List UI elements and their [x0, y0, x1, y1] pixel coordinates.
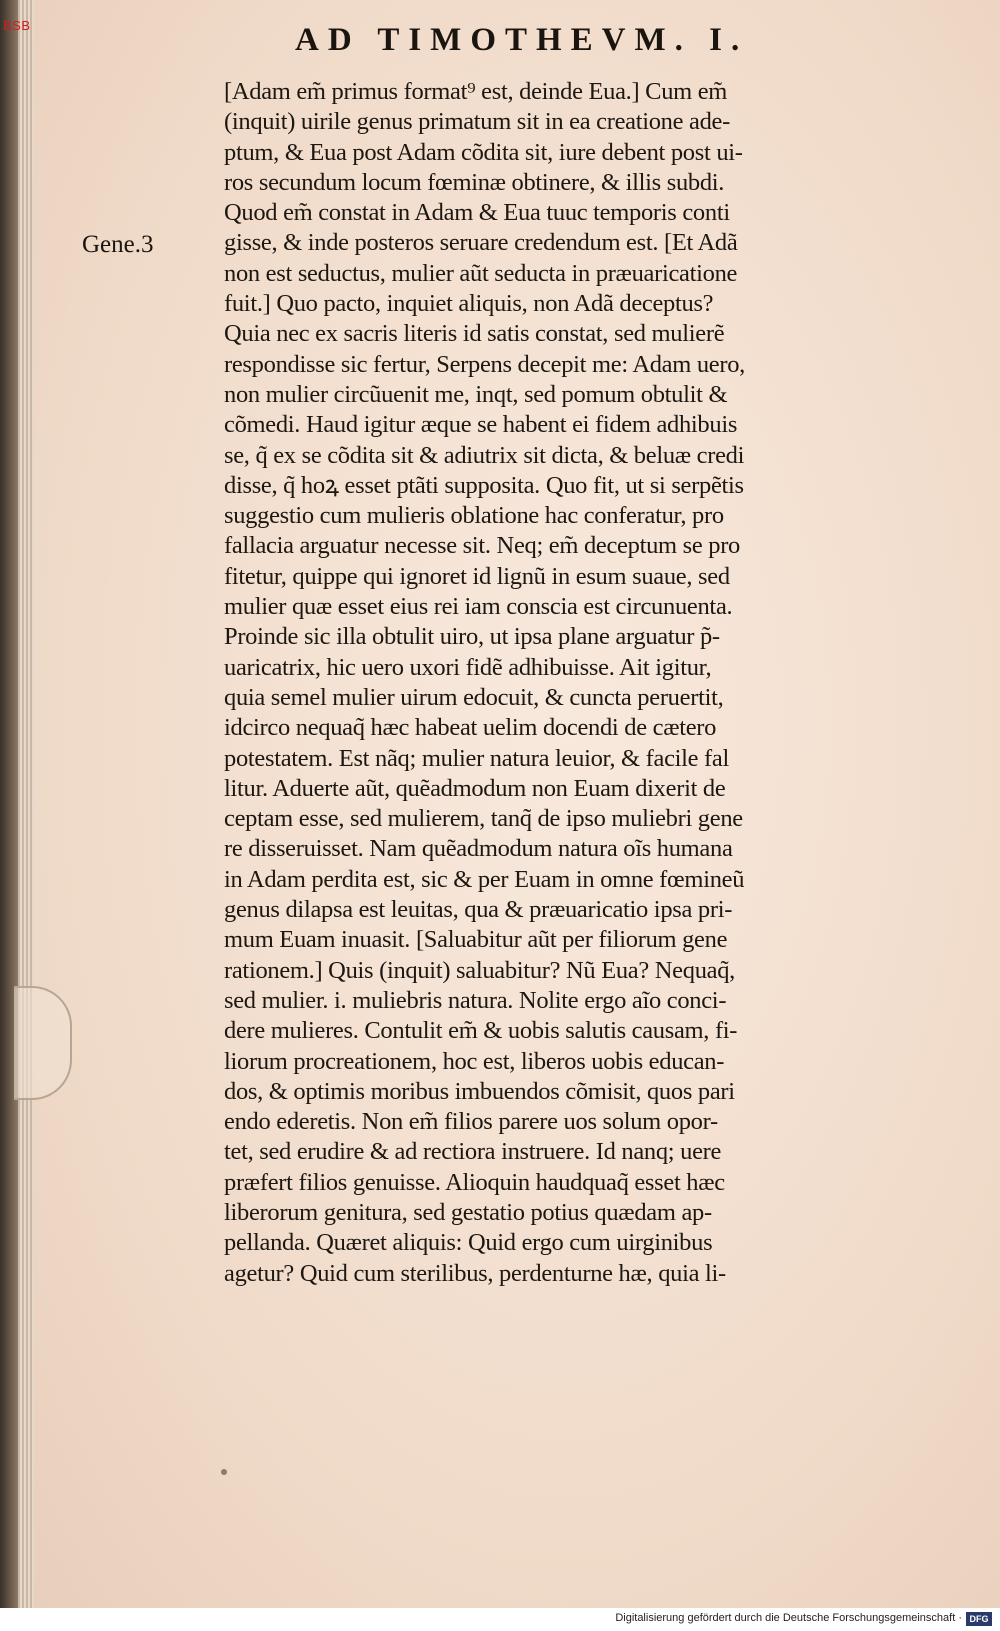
- running-header: AD TIMOTHEVM. I.: [295, 22, 749, 58]
- body-text: [224, 77, 894, 1289]
- text-line: se, q̃ ex se cõdita sit & adiutrix sit dicta, & beluæ credi: [224, 441, 745, 469]
- text-line: endo ederetis. Non em̃ filios parere uos solum opor-: [224, 1108, 718, 1136]
- text-line: agetur? Quid cum sterilibus, perdenturne hæ, quia li-: [224, 1259, 726, 1287]
- text-line: cõmedi. Haud igitur æque se habent ei fidem adhibuis: [224, 411, 738, 439]
- text-line: fuit.] Quo pacto, inquiet aliquis, non Adã deceptus?: [224, 290, 714, 318]
- text-line: Quod em̃ constat in Adam & Eua tuuc temporis conti: [224, 199, 730, 227]
- text-line: mulier quæ esset eius rei iam conscia est circunuenta.: [224, 593, 733, 621]
- text-line: gisse, & inde posteros seruare credendum est. [Et Adã: [224, 229, 738, 257]
- text-line: Quia nec ex sacris literis id satis constat, sed mulierẽ: [224, 320, 725, 348]
- dfg-logo: DFG: [966, 1612, 992, 1626]
- text-line: (inquit) uirile genus primatum sit in ea creatione ade-: [224, 108, 730, 136]
- text-line: idcirco nequaq̃ hæc habeat uelim docendi de cætero: [224, 714, 717, 742]
- text-line: dere mulieres. Contulit em̃ & uobis salutis causam, fi-: [224, 1017, 738, 1045]
- text-line: non mulier circũuenit me, inqt, sed pomum obtulit &: [224, 380, 728, 408]
- text-line: Proinde sic illa obtulit uiro, ut ipsa plane arguatur p̃-: [224, 623, 720, 651]
- text-line: potestatem. Est nãq; mulier natura leuior, & facile fal: [224, 744, 729, 772]
- text-line: sed mulier. i. muliebris natura. Nolite ergo aĩo conci-: [224, 986, 727, 1014]
- text-line: pellanda. Quæret aliquis: Quid ergo cum uirginibus: [224, 1229, 713, 1257]
- text-line: fitetur, quippe qui ignoret id lignũ in esum suaue, sed: [224, 562, 730, 590]
- text-line: disse, q̃ hoꝝ esset ptãti supposita. Quo fit, ut si serpẽtis: [224, 471, 744, 499]
- text-line: ceptam esse, sed mulierem, tanq̃ de ipso muliebri gene: [224, 805, 743, 833]
- scanner-edge: [0, 0, 18, 1608]
- clip-tab: [14, 986, 72, 1100]
- text-line: tet, sed erudire & ad rectiora instruere. Id nanq; uere: [224, 1138, 722, 1166]
- text-line: quia semel mulier uirum edocuit, & cuncta peruertit,: [224, 683, 724, 711]
- text-line: rationem.] Quis (inquit) saluabitur? Nũ Eua? Nequaq̃,: [224, 956, 735, 984]
- text-line: litur. Aduerte aũt, quẽadmodum non Euam dixerit de: [224, 774, 726, 802]
- page-stack-edge: [18, 0, 34, 1608]
- text-line: mum Euam inuasit. [Saluabitur aũt per filiorum gene: [224, 926, 728, 954]
- text-line: præfert filios genuisse. Alioquin haudquaq̃ esset hæc: [224, 1168, 725, 1196]
- library-stamp: BSB: [3, 18, 31, 33]
- funding-note: Digitalisierung gefördert durch die Deutsche Forschungsgemeinschaft ·: [615, 1612, 962, 1624]
- text-line: liberorum genitura, sed gestatio potius quædam ap-: [224, 1198, 712, 1226]
- text-line: [Adam em̃ primus format⁹ est, deinde Eua.] Cum em̃: [224, 78, 728, 105]
- text-line: re disseruisset. Nam quẽadmodum natura oĩs humana: [224, 835, 733, 863]
- text-line: in Adam perdita est, sic & per Euam in omne fœmineũ: [224, 865, 745, 893]
- margin-note: Gene.3: [82, 231, 154, 258]
- text-line: respondisse sic fertur, Serpens decepit me: Adam uero,: [224, 350, 745, 378]
- text-line: uaricatrix, hic uero uxori fidẽ adhibuisse. Ait igitur,: [224, 653, 712, 681]
- text-line: non est seductus, mulier aũt seducta in præuaricatione: [224, 259, 738, 287]
- text-line: ros secundum locum fœminæ obtinere, & illis subdi.: [224, 168, 725, 196]
- text-line: dos, & optimis moribus imbuendos cõmisit, quos pari: [224, 1077, 735, 1105]
- text-line: liorum procreationem, hoc est, liberos uobis educan-: [224, 1047, 725, 1075]
- text-line: ptum, & Eua post Adam cõdita sit, iure debent post ui-: [224, 138, 743, 166]
- text-line: genus dilapsa est leuitas, qua & præuaricatio ipsa pri-: [224, 896, 733, 924]
- footer-bar: [0, 1608, 1000, 1631]
- ink-spot: [221, 1469, 227, 1475]
- text-line: fallacia arguatur necesse sit. Neq; em̃ deceptum se pro: [224, 532, 741, 560]
- text-line: suggestio cum mulieris oblatione hac conferatur, pro: [224, 502, 724, 530]
